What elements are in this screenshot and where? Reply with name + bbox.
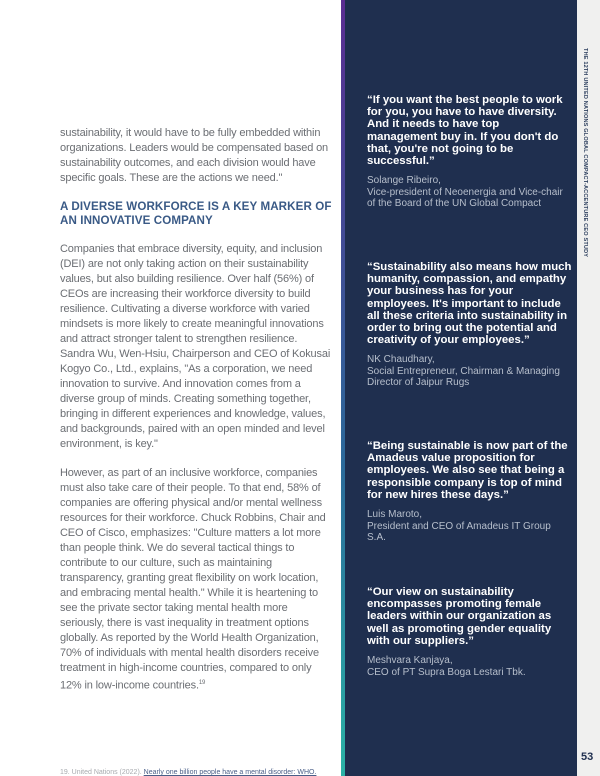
quote-author-title: Social Entrepreneur, Chairman & Managing Director of Jaipur Rugs bbox=[367, 365, 560, 389]
quote-author-title: President and CEO of Amadeus IT Group S.A. bbox=[367, 520, 551, 544]
accent-stripe bbox=[341, 0, 345, 776]
quote-block bbox=[367, 261, 572, 440]
dei-paragraph: Companies that embrace diversity, equity, and inclusion (DEI) are not only taking action on their sustainability values, but also building resilience. Over half (56%) of CEOs are increasing their workforce diversity to build resilience. Cultivating a diverse workforce with varied mindsets is more likely to create meaningful innovations and attract stronger talent to strengthen resilience. Sandra Wu, Wen-Hsiu, Chairperson and CEO of Kokusai Kogyo Co., Ltd., explains, "As a corporation, we need innovation to survive. And innovation comes from a diverse group of minds. Creating something together, bringing in different experiences and knowledge, values, and backgrounds, paired with an open minded and level environment, is key." bbox=[60, 243, 331, 450]
quote-author: Luis Maroto, bbox=[367, 509, 423, 521]
footnote-link[interactable]: Nearly one billion people have a mental disorder: WHO. bbox=[143, 769, 317, 776]
page-number: 53 bbox=[581, 751, 594, 763]
quote-author: NK Chaudhary, bbox=[367, 354, 435, 366]
side-strip bbox=[577, 0, 600, 776]
intro-paragraph: sustainability, it would have to be fully embedded within organizations. Leaders would be compensated based on sustainability outcomes, and each division would have specific goals. These are the actions we need." bbox=[60, 127, 329, 184]
quote-author: Solange Ribeiro, bbox=[367, 175, 441, 187]
quote-block bbox=[367, 586, 572, 692]
body-text-column bbox=[60, 126, 332, 708]
quote-block bbox=[367, 440, 572, 586]
footnote bbox=[60, 761, 332, 776]
footnote-source: 19. United Nations (2022). bbox=[60, 769, 142, 776]
footnote-reference: 19 bbox=[198, 680, 206, 686]
wellness-paragraph: However, as part of an inclusive workforce, companies must also take care of their people. To that end, 58% of companies are offering physical and/or mental wellness resources for their workforce. Chuck Robbins, Chair and CEO of Cisco, emphasizes: "Culture matters a lot more than people think. We do several tactical things to contribute to our culture, such as maintaining transparency, granting great flexibility on work location, and embracing mental health." While it is heartening to see the private sector taking mental health more seriously, there is vast inequality in treatment options globally. As reported by the World Health Organization, 70% of individuals with mental health disorders receive treatment in high-income countries, compared to only 12% in low-income countries.$^{19}$ bbox=[60, 467, 326, 692]
quote-text: “Our view on sustainability encompasses promoting female leaders within our organization as well as promoting gender equality with our suppliers.” bbox=[367, 586, 552, 647]
running-title: THE 12TH UNITED NATIONS GLOBAL COMPACT-ACCENTURE CEO STUDY bbox=[582, 48, 588, 258]
left-column-wrapper bbox=[60, 126, 332, 776]
quote-author: Meshvara Kanjaya, bbox=[367, 655, 453, 667]
quote-text: “Sustainability also means how much humanity, compassion, and empathy your business has for your employees. It's important to include all these criteria into sustainability in order to bring out the potential and creativity of your employees.” bbox=[367, 261, 572, 347]
quote-text: “If you want the best people to work for you, you have to have diversity. And it needs to have top management buy in. If you don't do that, you're not going to be successful.” bbox=[367, 94, 563, 168]
quotes-column bbox=[367, 94, 572, 692]
quote-text: “Being sustainable is now part of the Amadeus value proposition for employees. We also see that being a responsible company is top of mind for new hires these days.” bbox=[367, 440, 568, 501]
quote-block bbox=[367, 94, 572, 261]
quote-author-title: CEO of PT Supra Boga Lestari Tbk. bbox=[367, 666, 526, 678]
section-heading: A DIVERSE WORKFORCE IS A KEY MARKER OF AN INNOVATIVE COMPANY bbox=[60, 200, 332, 227]
quote-author-title: Vice-president of Neoenergia and Vice-chair of the Board of the UN Global Compact bbox=[367, 186, 563, 210]
